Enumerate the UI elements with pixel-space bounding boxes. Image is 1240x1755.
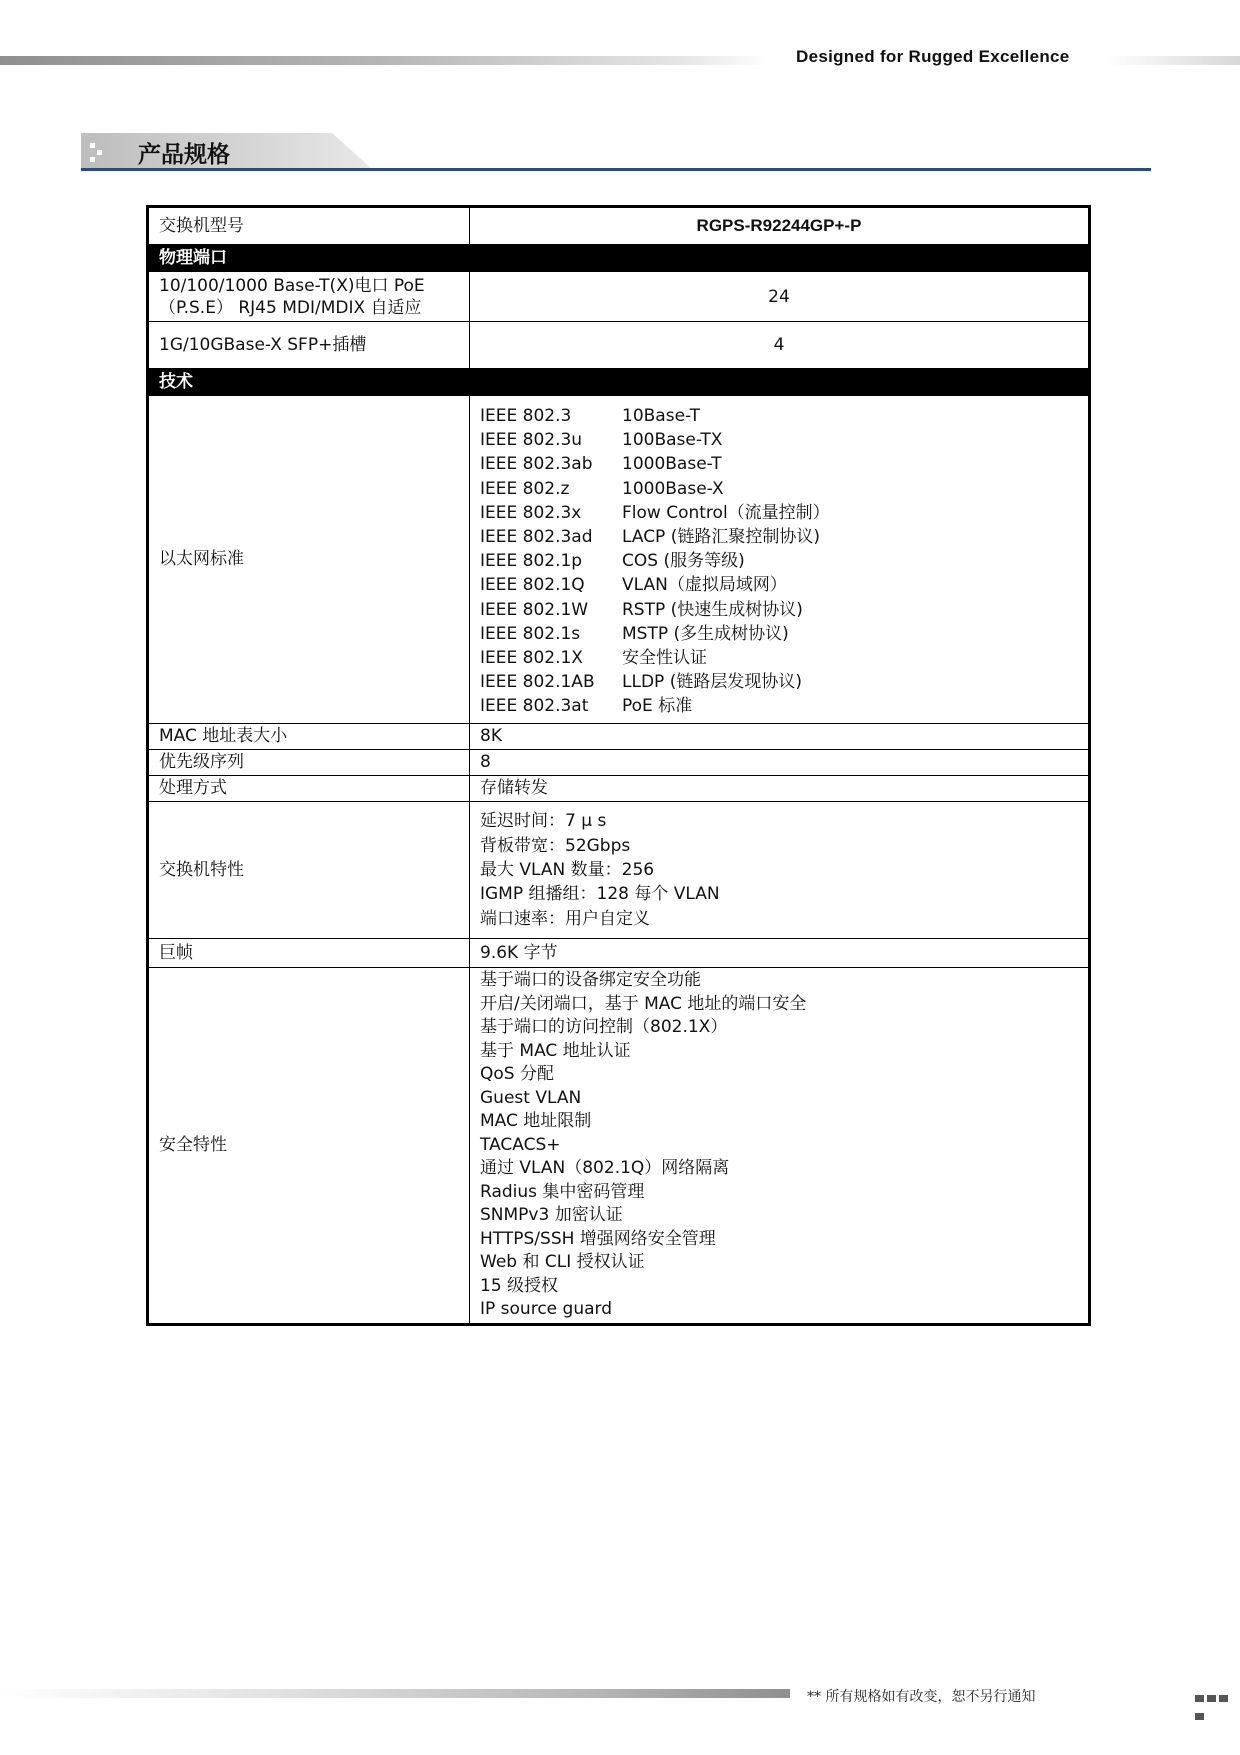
standard-item xyxy=(480,477,1078,501)
security-features-list xyxy=(470,967,1090,1324)
security-feature-item: 基于端口的访问控制（802.1X） xyxy=(480,1017,728,1038)
ethernet-label: 以太网标准 xyxy=(148,396,470,724)
standard-code: IEEE 802.1AB xyxy=(480,672,595,693)
jumbo-row xyxy=(148,938,1090,967)
processing-label: 处理方式 xyxy=(148,775,470,801)
standard-item xyxy=(480,525,1078,549)
standard-code: IEEE 802.3x xyxy=(480,502,582,523)
standard-item xyxy=(480,646,1078,670)
standard-item xyxy=(480,501,1078,525)
standard-desc: COS (服务等级) xyxy=(622,551,745,572)
security-feature-item: 通过 VLAN（802.1Q）网络隔离 xyxy=(480,1158,730,1179)
standard-desc: 1000Base-T xyxy=(622,454,722,475)
standard-code: IEEE 802.3 xyxy=(480,406,572,426)
switch-feature-item: 最大 VLAN 数量：256 xyxy=(480,859,655,880)
security-feature-item: Web 和 CLI 授权认证 xyxy=(480,1252,645,1273)
rj45-value: 24 xyxy=(470,272,1090,322)
section-bullet-icon xyxy=(90,143,106,163)
rj45-label xyxy=(148,272,470,322)
spec-table xyxy=(146,205,1091,1326)
standard-item xyxy=(480,694,1078,718)
mac-table-row xyxy=(148,723,1090,749)
physical-ports-heading: 物理端口 xyxy=(148,245,1090,272)
security-label: 安全特性 xyxy=(148,967,470,1324)
standard-code: IEEE 802.1W xyxy=(480,599,589,620)
standard-item xyxy=(480,428,1078,452)
switch-feature-item: IGMP 组播组：128 每个 VLAN xyxy=(480,884,720,905)
section-title: 产品规格 xyxy=(138,142,230,168)
mac-table-label: MAC 地址表大小 xyxy=(148,723,470,749)
standard-item xyxy=(480,622,1078,646)
standard-desc: Flow Control（流量控制） xyxy=(622,502,830,523)
security-feature-item: 开启/关闭端口，基于 MAC 地址的端口安全 xyxy=(480,993,807,1014)
mac-table-value: 8K xyxy=(470,723,1090,749)
technology-heading: 技术 xyxy=(148,369,1090,396)
header-tagline: Designed for Rugged Excellence xyxy=(796,47,1070,66)
standard-desc: 安全性认证 xyxy=(622,648,707,669)
standard-code: IEEE 802.1Q xyxy=(480,575,585,596)
processing-value: 存储转发 xyxy=(470,775,1090,801)
standard-code: IEEE 802.3u xyxy=(480,430,583,451)
security-feature-item: 基于 MAC 地址认证 xyxy=(480,1040,631,1061)
standard-desc: VLAN（虚拟局域网） xyxy=(622,575,787,596)
security-feature-item: Radius 集中密码管理 xyxy=(480,1181,645,1202)
security-feature-item: MAC 地址限制 xyxy=(480,1111,592,1132)
standard-item xyxy=(480,598,1078,622)
security-feature-item: TACACS+ xyxy=(480,1134,561,1155)
standard-code: IEEE 802.1s xyxy=(480,623,581,644)
ethernet-standards-list xyxy=(470,396,1090,724)
rj45-label-line1: 10/100/1000 Base-T(X)电口 PoE xyxy=(159,275,425,296)
model-label: 交换机型号 xyxy=(148,207,470,245)
standard-desc: 1000Base-X xyxy=(622,478,724,499)
security-feature-item: SNMPv3 加密认证 xyxy=(480,1205,623,1226)
standard-item xyxy=(480,670,1078,694)
switch-feature-item: 背板带宽：52Gbps xyxy=(480,835,631,856)
processing-row xyxy=(148,775,1090,801)
security-feature-item: 基于端口的设备绑定安全功能 xyxy=(480,970,701,991)
section-divider xyxy=(81,168,1151,171)
sfp-row xyxy=(148,322,1090,369)
sfp-value: 4 xyxy=(470,322,1090,369)
standard-code: IEEE 802.1p xyxy=(480,551,583,572)
footer-gradient-bar xyxy=(0,1689,790,1698)
standard-code: IEEE 802.z xyxy=(480,478,570,499)
switch-features-label: 交换机特性 xyxy=(148,801,470,938)
standard-desc: LACP (链路汇聚控制协议) xyxy=(622,527,820,548)
footer-disclaimer: ** 所有规格如有改变，恕不另行通知 xyxy=(807,1689,1036,1705)
standard-desc: 100Base-TX xyxy=(622,430,723,451)
sfp-label: 1G/10GBase-X SFP+插槽 xyxy=(148,322,470,369)
switch-feature-item: 延迟时间：7 µ s xyxy=(480,811,607,832)
switch-features-list xyxy=(470,801,1090,938)
standard-desc: PoE 标准 xyxy=(622,696,693,717)
security-feature-item: IP source guard xyxy=(480,1299,612,1320)
security-feature-item: HTTPS/SSH 增强网络安全管理 xyxy=(480,1228,716,1249)
jumbo-value: 9.6K 字节 xyxy=(470,938,1090,967)
standard-item xyxy=(480,404,1078,428)
rj45-row xyxy=(148,272,1090,322)
security-feature-item: 15 级授权 xyxy=(480,1275,559,1296)
standard-code: IEEE 802.3ab xyxy=(480,454,593,475)
model-row xyxy=(148,207,1090,245)
footer-decoration-icon xyxy=(1195,1689,1240,1725)
header-gradient-tail xyxy=(1105,56,1240,65)
section-row-physical-ports xyxy=(148,245,1090,272)
ethernet-standards-row xyxy=(148,396,1090,724)
standard-code: IEEE 802.3ad xyxy=(480,527,593,548)
standard-desc: MSTP (多生成树协议) xyxy=(622,623,789,644)
standard-desc: LLDP (链路层发现协议) xyxy=(622,672,802,693)
jumbo-label: 巨帧 xyxy=(148,938,470,967)
model-value: RGPS-R92244GP+-P xyxy=(470,207,1090,245)
priority-label: 优先级序列 xyxy=(148,749,470,775)
standard-item xyxy=(480,573,1078,597)
priority-row xyxy=(148,749,1090,775)
switch-feature-item: 端口速率：用户自定义 xyxy=(480,908,650,929)
switch-features-row xyxy=(148,801,1090,938)
security-feature-item: Guest VLAN xyxy=(480,1087,582,1108)
section-row-technology xyxy=(148,369,1090,396)
rj45-label-line2: （P.S.E） RJ45 MDI/MDIX 自适应 xyxy=(159,297,422,318)
standard-code: IEEE 802.3at xyxy=(480,696,589,717)
security-feature-item: QoS 分配 xyxy=(480,1064,554,1085)
standard-item xyxy=(480,452,1078,476)
standard-item xyxy=(480,549,1078,573)
standard-desc: 10Base-T xyxy=(622,406,700,426)
standard-desc: RSTP (快速生成树协议) xyxy=(622,599,803,620)
security-features-row xyxy=(148,967,1090,1324)
standard-code: IEEE 802.1X xyxy=(480,648,583,669)
priority-value: 8 xyxy=(470,749,1090,775)
